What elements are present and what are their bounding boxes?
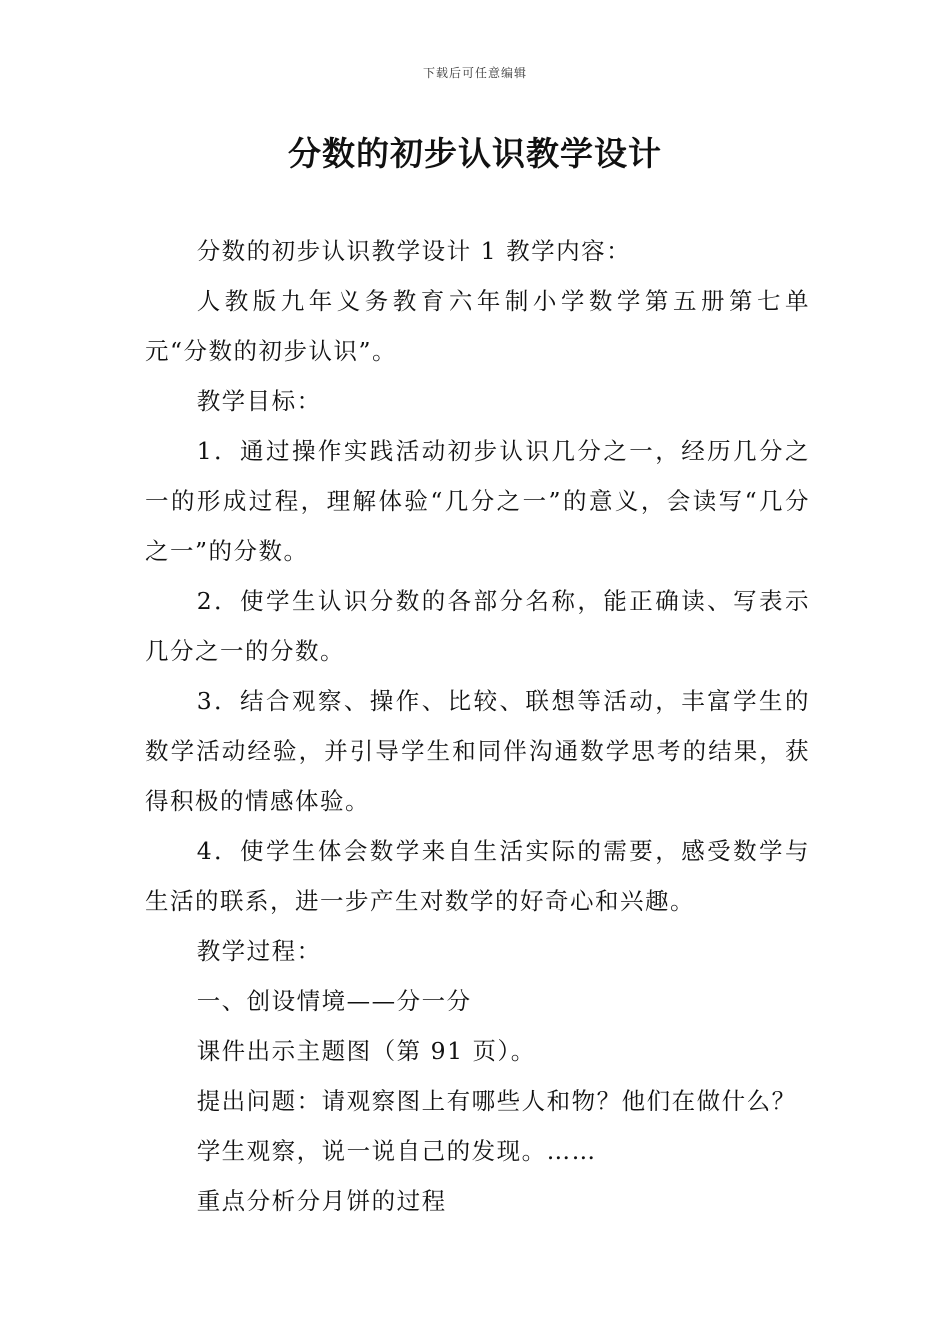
paragraph: 一、创设情境——分一分 [196, 987, 472, 1015]
paragraph: 分数的初步认识教学设计 1 教学内容： [196, 237, 632, 265]
paragraph: 课件出示主题图（第 91 页）。 [196, 1037, 536, 1065]
paragraph: 教学目标： [196, 387, 322, 415]
paragraph: 学生观察，说一说自己的发现。…… [196, 1137, 597, 1165]
paragraph: 人教版九年义务教育六年制小学数学第五册第七单元“分数的初步认识”。 [145, 287, 810, 365]
paragraph: 提出问题：请观察图上有哪些人和物？他们在做什么？ [196, 1087, 797, 1115]
paragraph: 重点分析分月饼的过程 [196, 1187, 447, 1215]
paragraph: 2．使学生认识分数的各部分名称，能正确读、写表示几分之一的分数。 [145, 587, 810, 665]
paragraph: 1．通过操作实践活动初步认识几分之一，经历几分之一的形成过程，理解体验“几分之一”的意义，会读写“几分之一”的分数。 [145, 437, 810, 565]
document-body [145, 226, 810, 1226]
paragraph: 4．使学生体会数学来自生活实际的需要，感受数学与生活的联系，进一步产生对数学的好奇心和兴趣。 [145, 837, 810, 915]
paragraph: 3．结合观察、操作、比较、联想等活动，丰富学生的数学活动经验，并引导学生和同伴沟通数学思考的结果，获得积极的情感体验。 [145, 687, 810, 815]
document-title: 分数的初步认识教学设计 [288, 134, 662, 173]
header-note: 下载后可任意编辑 [422, 66, 527, 80]
paragraph: 教学过程： [196, 937, 322, 965]
